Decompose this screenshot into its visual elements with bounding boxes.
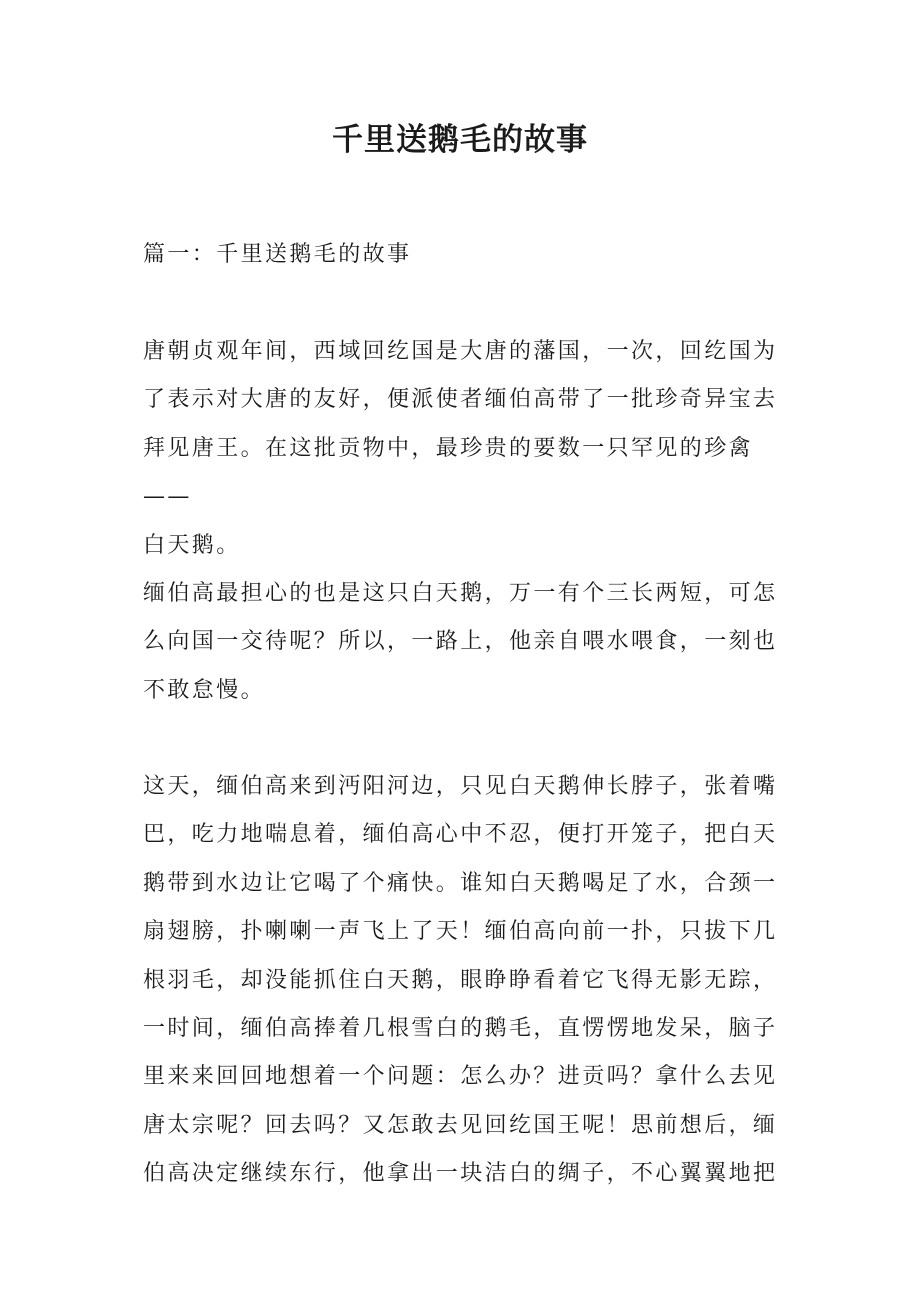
- section-heading: 篇一：千里送鹅毛的故事: [143, 242, 412, 267]
- paragraph: 缅伯高最担心的也是这只白天鹅，万一有个三长两短，可怎 么向国一交待呢？所以，一路上，他亲自喂水喂食，一刻也 不敢怠慢。: [143, 581, 778, 703]
- paragraph: 这天，缅伯高来到沔阳河边，只见白天鹅伸长脖子，张着嘴 巴，吃力地喘息着，缅伯高心中不忍，便打开笼子，把白天 鹅带到水边让它喝了个痛快。谁知白天鹅喝足了水，合颈一 扇翅膀，扑喇喇一声飞上了天！缅伯高向前一扑，只拔下几 根羽毛，却没能抓住白天鹅，眼睁睁看着它飞得无影无踪， 一时间，缅伯高捧着几根雪白的鹅毛，直愣愣地发呆，脑子 里来来回回地想着一个问题：怎么办？进贡吗？拿什么去见 唐太宗呢？回去吗？又怎敢去见回纥国王呢！思前想后，缅 伯高决定继续东行，他拿出一块洁白的绸子，不心翼翼地把: [143, 774, 778, 1187]
- document-title: 千里送鹅毛的故事: [332, 122, 588, 158]
- paragraph: 唐朝贞观年间，西域回纥国是大唐的藩国，一次，回纥国为 了表示对大唐的友好，便派使者缅伯高带了一批珍奇异宝去 拜见唐王。在这批贡物中，最珍贵的要数一只罕见的珍禽—— 白天鹅。: [143, 339, 778, 558]
